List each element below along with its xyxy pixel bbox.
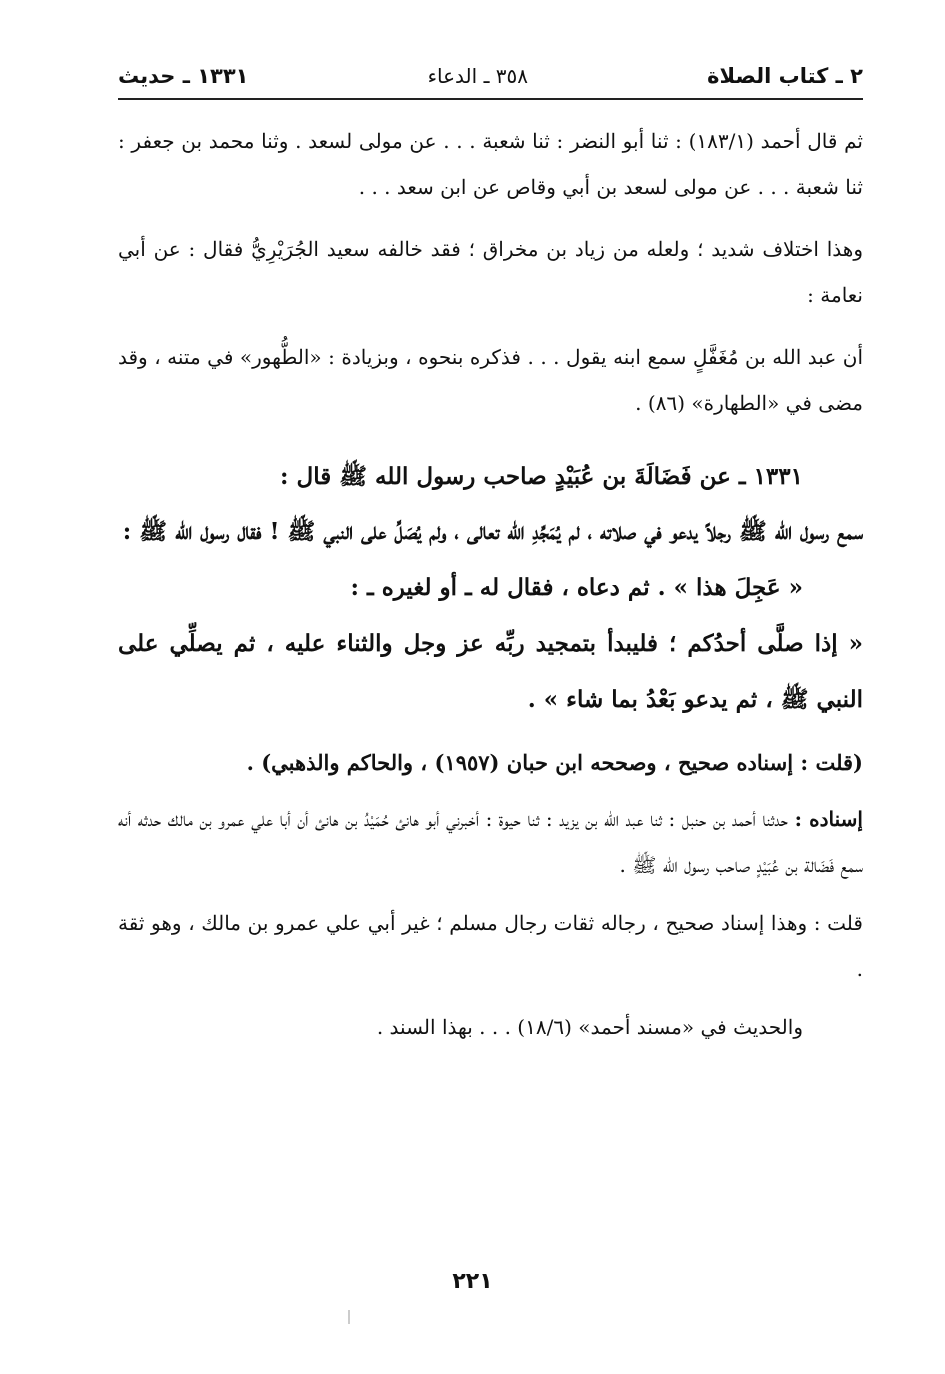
page-body	[118, 118, 863, 1050]
header-section: ٣٥٨ ـ الدعاء	[427, 64, 529, 88]
spacer	[118, 322, 863, 334]
running-header	[118, 58, 863, 94]
header-rule	[118, 98, 863, 100]
qultu-paragraph: قلت : وهذا إسناد صحيح ، رجاله ثقات رجال مسلم ؛ غير أبي علي عمرو بن مالك ، وهو ثقة .	[118, 911, 863, 981]
reference-paragraph: والحديث في «مسند أحمد» (١٨/٦) . . . بهذا السند .	[376, 1015, 803, 1039]
isnad-text: حدثنا أحمد بن حنبل : ثنا عبد الله بن يزيد : ثنا حيوة : أخبرني أبو هانئ حُمَيْدُ بن هانئ أن أبا علي عمرو بن مالك حدثه أنه سمع فَضَالة بن عُبَيْدٍ صاحب رسول الله ﷺ .	[118, 807, 863, 877]
hadith-heading: ١٣٣١ ـ عن فَضَالَةَ بن عُبَيْدٍ صاحب رسول الله ﷺ قال :	[280, 463, 803, 490]
spacer	[118, 888, 863, 900]
page-number: ٢٢١	[452, 1269, 493, 1294]
isnad-label: إسناده :	[794, 807, 863, 831]
hadith-text-1: سمع رسول الله ﷺ رجلاً يدعو في صلاته ، لم يُمَجِّدِ الله تعالى ، ولم يُصَلِّ على النبي ﷺ ! فقال رسول الله ﷺ :	[122, 518, 863, 545]
paragraph-previous-3: أن عبد الله بن مُغَفَّلٍ سمع ابنه يقول . . . فذكره بنحوه ، وبزيادة : «الطُّهور» في متنه ، وقد مضى في «الطهارة» (٨٦) .	[118, 345, 863, 415]
paragraph-previous-1: ثم قال أحمد (١٨٣/١) : ثنا أبو النضر : ثنا شعبة . . . عن مولى لسعد . وثنا محمد بن جعفر : ثنا شعبة . . . عن مولى لسعد بن أبي وقاص عن ابن سعد . . .	[118, 129, 863, 199]
isnad-paragraph	[118, 796, 863, 888]
spacer	[118, 430, 863, 442]
spacer	[118, 214, 863, 226]
hadith-text-2: « عَجِلَ هذا » . ثم دعاه ، فقال له ـ أو لغيره ـ :	[350, 574, 803, 601]
hadith-text-3: « إذا صلَّى أحدُكم ؛ فليبدأ بتمجيد ربِّه عز وجل والثناء عليه ، ثم يصلِّي على النبي ﷺ ، ثم يدعو بَعْدُ بما شاء » .	[118, 630, 863, 713]
header-chapter: ٢ ـ كتاب الصلاة	[707, 64, 863, 88]
spacer	[118, 992, 863, 1004]
header-hadith-number: ١٣٣١ ـ حديث	[118, 64, 249, 88]
takhrij-note: (قلت : إسناده صحيح ، وصححه ابن حبان (١٩٥٧) ، والحاكم والذهبي) .	[246, 750, 863, 775]
paragraph-previous-2: وهذا اختلاف شديد ؛ ولعله من زياد بن مخراق ؛ فقد خالفه سعيد الجُرَيْرِيُّ فقال : عن أبي نعامة :	[118, 237, 863, 307]
scan-mark	[348, 1310, 350, 1324]
